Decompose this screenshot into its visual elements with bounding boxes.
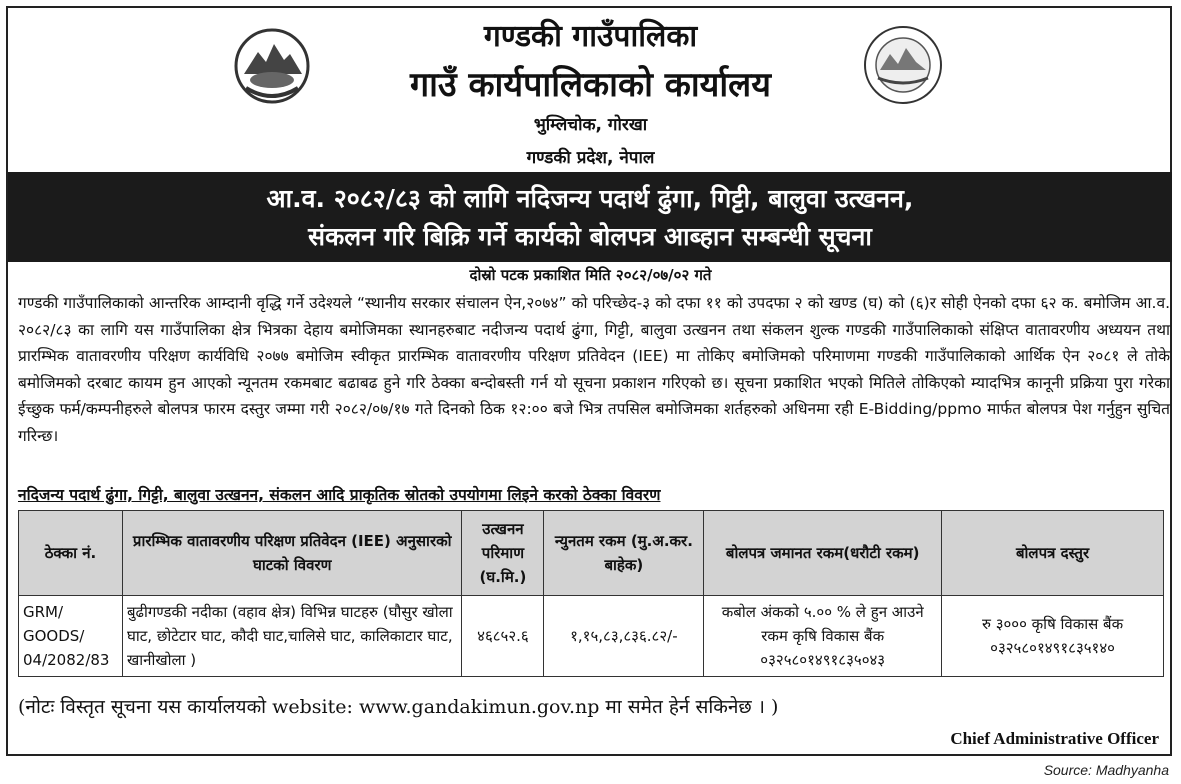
table-row	[19, 596, 1164, 677]
header-bid-security: बोलपत्र जमानत रकम(धरौटी रकम)	[704, 511, 942, 596]
source-credit: Source: Madhyanha	[1043, 762, 1169, 778]
cell-min-amount: १,१५,८३,८३६.८२/-	[544, 596, 704, 677]
published-date: दोस्रो पटक प्रकाशित मिति २०८२/०७/०२ गते	[469, 266, 712, 284]
signatory-title: Chief Administrative Officer	[950, 729, 1159, 748]
header-contract-no: ठेक्का नं.	[19, 511, 123, 596]
cell-quantity: ४६८५२.६	[462, 596, 544, 677]
municipality-name: गण्डकी गाउँपालिका	[483, 19, 698, 54]
header-quantity: उत्खनन परिमाण (घ.मि.)	[462, 511, 544, 596]
notice-body: गण्डकी गाउँपालिकाको आन्तरिक आम्दानी वृद्धि गर्ने उदेश्यले “स्थानीय सरकार संचालन ऐन,२०७४” को परिच्छेद-३ को दफा ११ को उपदफा २ को खण्ड (घ) को (६)र सोही ऐनको दफा ६२ क. बमोजिम आ.व. २०८२/८३ का लागि यस गाउँपालिका क्षेत्र भित्रका देहाय बमोजिमका स्थानहरुबाट नदीजन्य पदार्थ ढुंगा, गिट्टी, बालुवा उत्खनन तथा संकलन शुल्क गण्डकी गाउँपालिकाको संक्षिप्त वातावरणीय अध्ययन तथा प्रारम्भिक वातावरणीय परिक्षण कार्यविधि २०७७ बमोजिम स्वीकृत प्रारम्भिक वातावरणीय परिक्षण प्रतिवेदन (IEE) मा तोकिए बमोजिमको परिमाणमा गण्डकी गाउँपालिकाको आर्थिक ऐन २०८१ ले तोके बमोजिमको दरबाट कायम हुन आएको न्यूनतम रकमबाट बढाबढ हुने गरि ठेक्का बन्दोबस्ती गर्न यो सूचना प्रकाशन गरिएको छ। सूचना प्रकाशित भएको मितिले तोकिएको म्यादभित्र कानूनी प्रक्रिया पुरा गरेका ईच्छुक फर्म/कम्पनीहरुले बोलपत्र फारम दस्तुर जम्मा गरी २०८२/०७/१७ गते दिनको ठिक १२:०० बजे भित्र तपसिल बमोजिमका शर्तहरुको अधिनमा रही E-Bidding/ppmo मार्फत बोलपत्र पेश गर्नुहुन सुचित गरिन्छ।	[18, 294, 1170, 445]
table-header-row	[19, 511, 1164, 596]
tender-details-heading: नदिजन्य पदार्थ ढुंगा, गिट्टी, बालुवा उत्खनन, संकलन आदि प्राकृतिक स्रोतको उपयोगमा लिइने करको ठेक्का विवरण	[18, 486, 661, 504]
notice-header	[0, 0, 1181, 170]
office-province: गण्डकी प्रदेश, नेपाल	[526, 148, 655, 168]
notice-title-banner	[8, 172, 1172, 262]
banner-line-1: आ.व. २०८२/८३ को लागि नदिजन्य पदार्थ ढुंगा, गिट्टी, बालुवा उत्खनन,	[266, 184, 914, 213]
banner-line-2: संकलन गरि बिक्रि गर्ने कार्यको बोलपत्र आब्हान सम्बन्धी सूचना	[308, 222, 872, 251]
header-min-amount: न्युनतम रकम (मु.अ.कर. बाहेक)	[544, 511, 704, 596]
office-name: गाउँ कार्यपालिकाको कार्यालय	[410, 65, 771, 105]
website-note: (नोटः विस्तृत सूचना यस कार्यालयको website: www.gandakimun.gov.np मा समेत हेर्न सकिनेछ । )	[18, 696, 779, 718]
header-iee-description: प्रारम्भिक वातावरणीय परिक्षण प्रतिवेदन (IEE) अनुसारको घाटको विवरण	[122, 511, 461, 596]
header-bid-fee: बोलपत्र दस्तुर	[942, 511, 1164, 596]
cell-bid-fee: रु ३००० कृषि विकास बैंक ०३२५८०१४९१८३५१४०	[942, 596, 1164, 677]
tender-table	[18, 510, 1164, 677]
cell-bid-security: कबोल अंकको ५.०० % ले हुन आउने रकम कृषि विकास बैंक ०३२५८०१४९१८३५०४३	[704, 596, 942, 677]
cell-contract-no: GRM/ GOODS/ 04/2082/83	[19, 596, 123, 677]
cell-iee-description: बुढीगण्डकी नदीका (वहाव क्षेत्र) विभिन्न घाटहरु (घौसुर खोला घाट, छोटेटार घाट, कौदी घाट,चालिसे घाट, कालिकाटार घाट, खानीखोला )	[122, 596, 461, 677]
office-location: भुम्लिचोक, गोरखा	[533, 115, 648, 135]
